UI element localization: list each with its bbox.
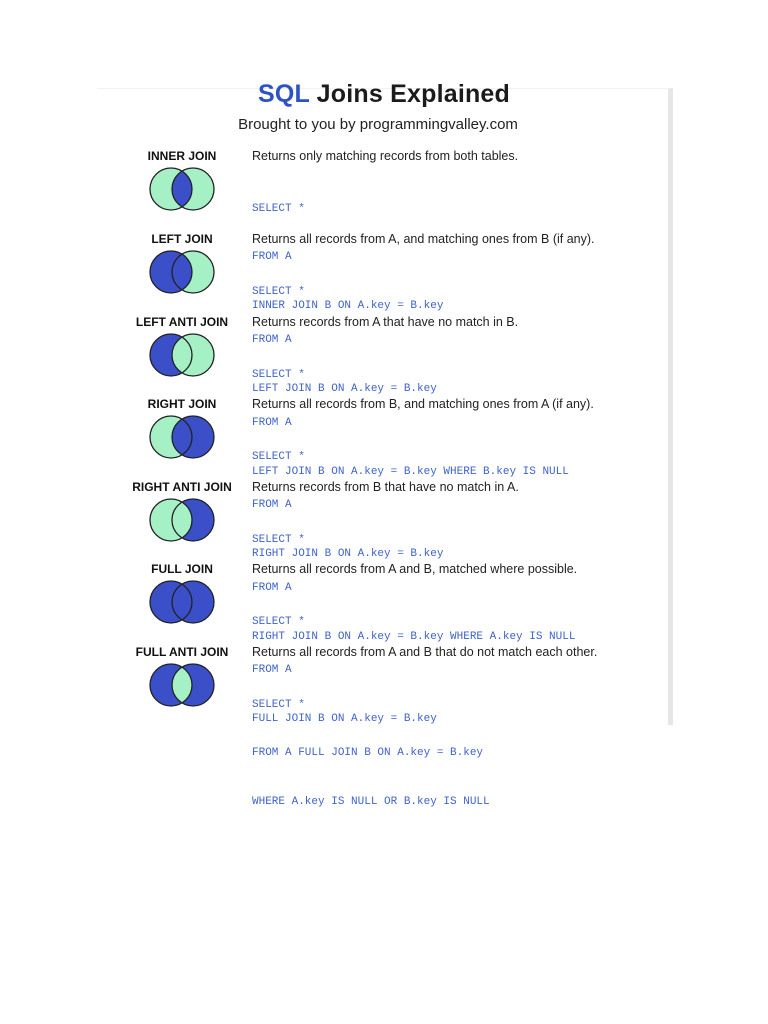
join-name: RIGHT JOIN bbox=[147, 397, 217, 411]
full-anti-join-venn-icon bbox=[148, 662, 216, 708]
code-line: FROM A bbox=[252, 251, 292, 264]
join-name: FULL JOIN bbox=[151, 562, 213, 576]
join-description: Returns all records from A, and matching ones from B (if any). bbox=[252, 232, 595, 246]
code-line: FROM A bbox=[252, 582, 292, 595]
page-subtitle: Brought to you by programmingvalley.com bbox=[238, 116, 518, 133]
join-code bbox=[252, 664, 490, 843]
code-line: FROM A bbox=[252, 499, 292, 512]
join-description: Returns all records from B, and matching ones from A (if any). bbox=[252, 397, 594, 411]
code-line: LEFT JOIN B ON A.key = B.key bbox=[252, 383, 437, 396]
full-join-venn-icon bbox=[148, 579, 216, 625]
left-join-venn-icon bbox=[148, 249, 216, 295]
code-line: FROM A bbox=[252, 664, 292, 677]
code-line: RIGHT JOIN B ON A.key = B.key WHERE A.key IS NULL bbox=[252, 631, 576, 644]
code-line: SELECT * bbox=[252, 285, 305, 298]
code-line: SELECT * bbox=[252, 615, 305, 628]
code-line: SELECT * bbox=[252, 368, 305, 381]
page-title bbox=[0, 80, 768, 109]
code-line: SELECT * bbox=[252, 450, 305, 463]
join-description: Returns all records from A and B, matched where possible. bbox=[252, 562, 578, 576]
join-name: LEFT ANTI JOIN bbox=[135, 315, 229, 329]
join-row-full-anti bbox=[0, 645, 768, 809]
right-join-venn-icon bbox=[148, 414, 216, 460]
join-description: Returns only matching records from both tables. bbox=[252, 149, 519, 163]
code-line: FROM A bbox=[252, 417, 292, 430]
code-line: WHERE A.key IS NULL OR B.key IS NULL bbox=[252, 796, 490, 809]
code-line: FULL JOIN B ON A.key = B.key bbox=[252, 713, 437, 726]
right-anti-join-venn-icon bbox=[148, 497, 216, 543]
code-line: LEFT JOIN B ON A.key = B.key WHERE B.key IS NULL bbox=[252, 466, 569, 479]
code-line: INNER JOIN B ON A.key = B.key bbox=[252, 300, 444, 313]
code-line: RIGHT JOIN B ON A.key = B.key bbox=[252, 548, 444, 561]
code-line: SELECT * bbox=[252, 698, 305, 711]
left-anti-join-venn-icon bbox=[148, 332, 216, 378]
inner-join-venn-icon bbox=[148, 166, 216, 212]
code-line: SELECT * bbox=[252, 533, 305, 546]
join-name: RIGHT ANTI JOIN bbox=[132, 480, 232, 494]
join-name: FULL ANTI JOIN bbox=[135, 645, 229, 659]
title-rest: Joins Explained bbox=[309, 80, 511, 108]
code-line: FROM A bbox=[252, 334, 292, 347]
code-line: FROM A FULL JOIN B ON A.key = B.key bbox=[252, 747, 484, 760]
title-accent: SQL bbox=[257, 80, 310, 108]
join-name: INNER JOIN bbox=[147, 149, 217, 163]
join-name: LEFT JOIN bbox=[151, 232, 213, 246]
join-description: Returns records from B that have no match in A. bbox=[252, 480, 519, 494]
code-line: SELECT * bbox=[252, 202, 305, 215]
join-description: Returns records from A that have no match in B. bbox=[252, 315, 519, 329]
join-description: Returns all records from A and B that do not match each other. bbox=[252, 645, 598, 659]
